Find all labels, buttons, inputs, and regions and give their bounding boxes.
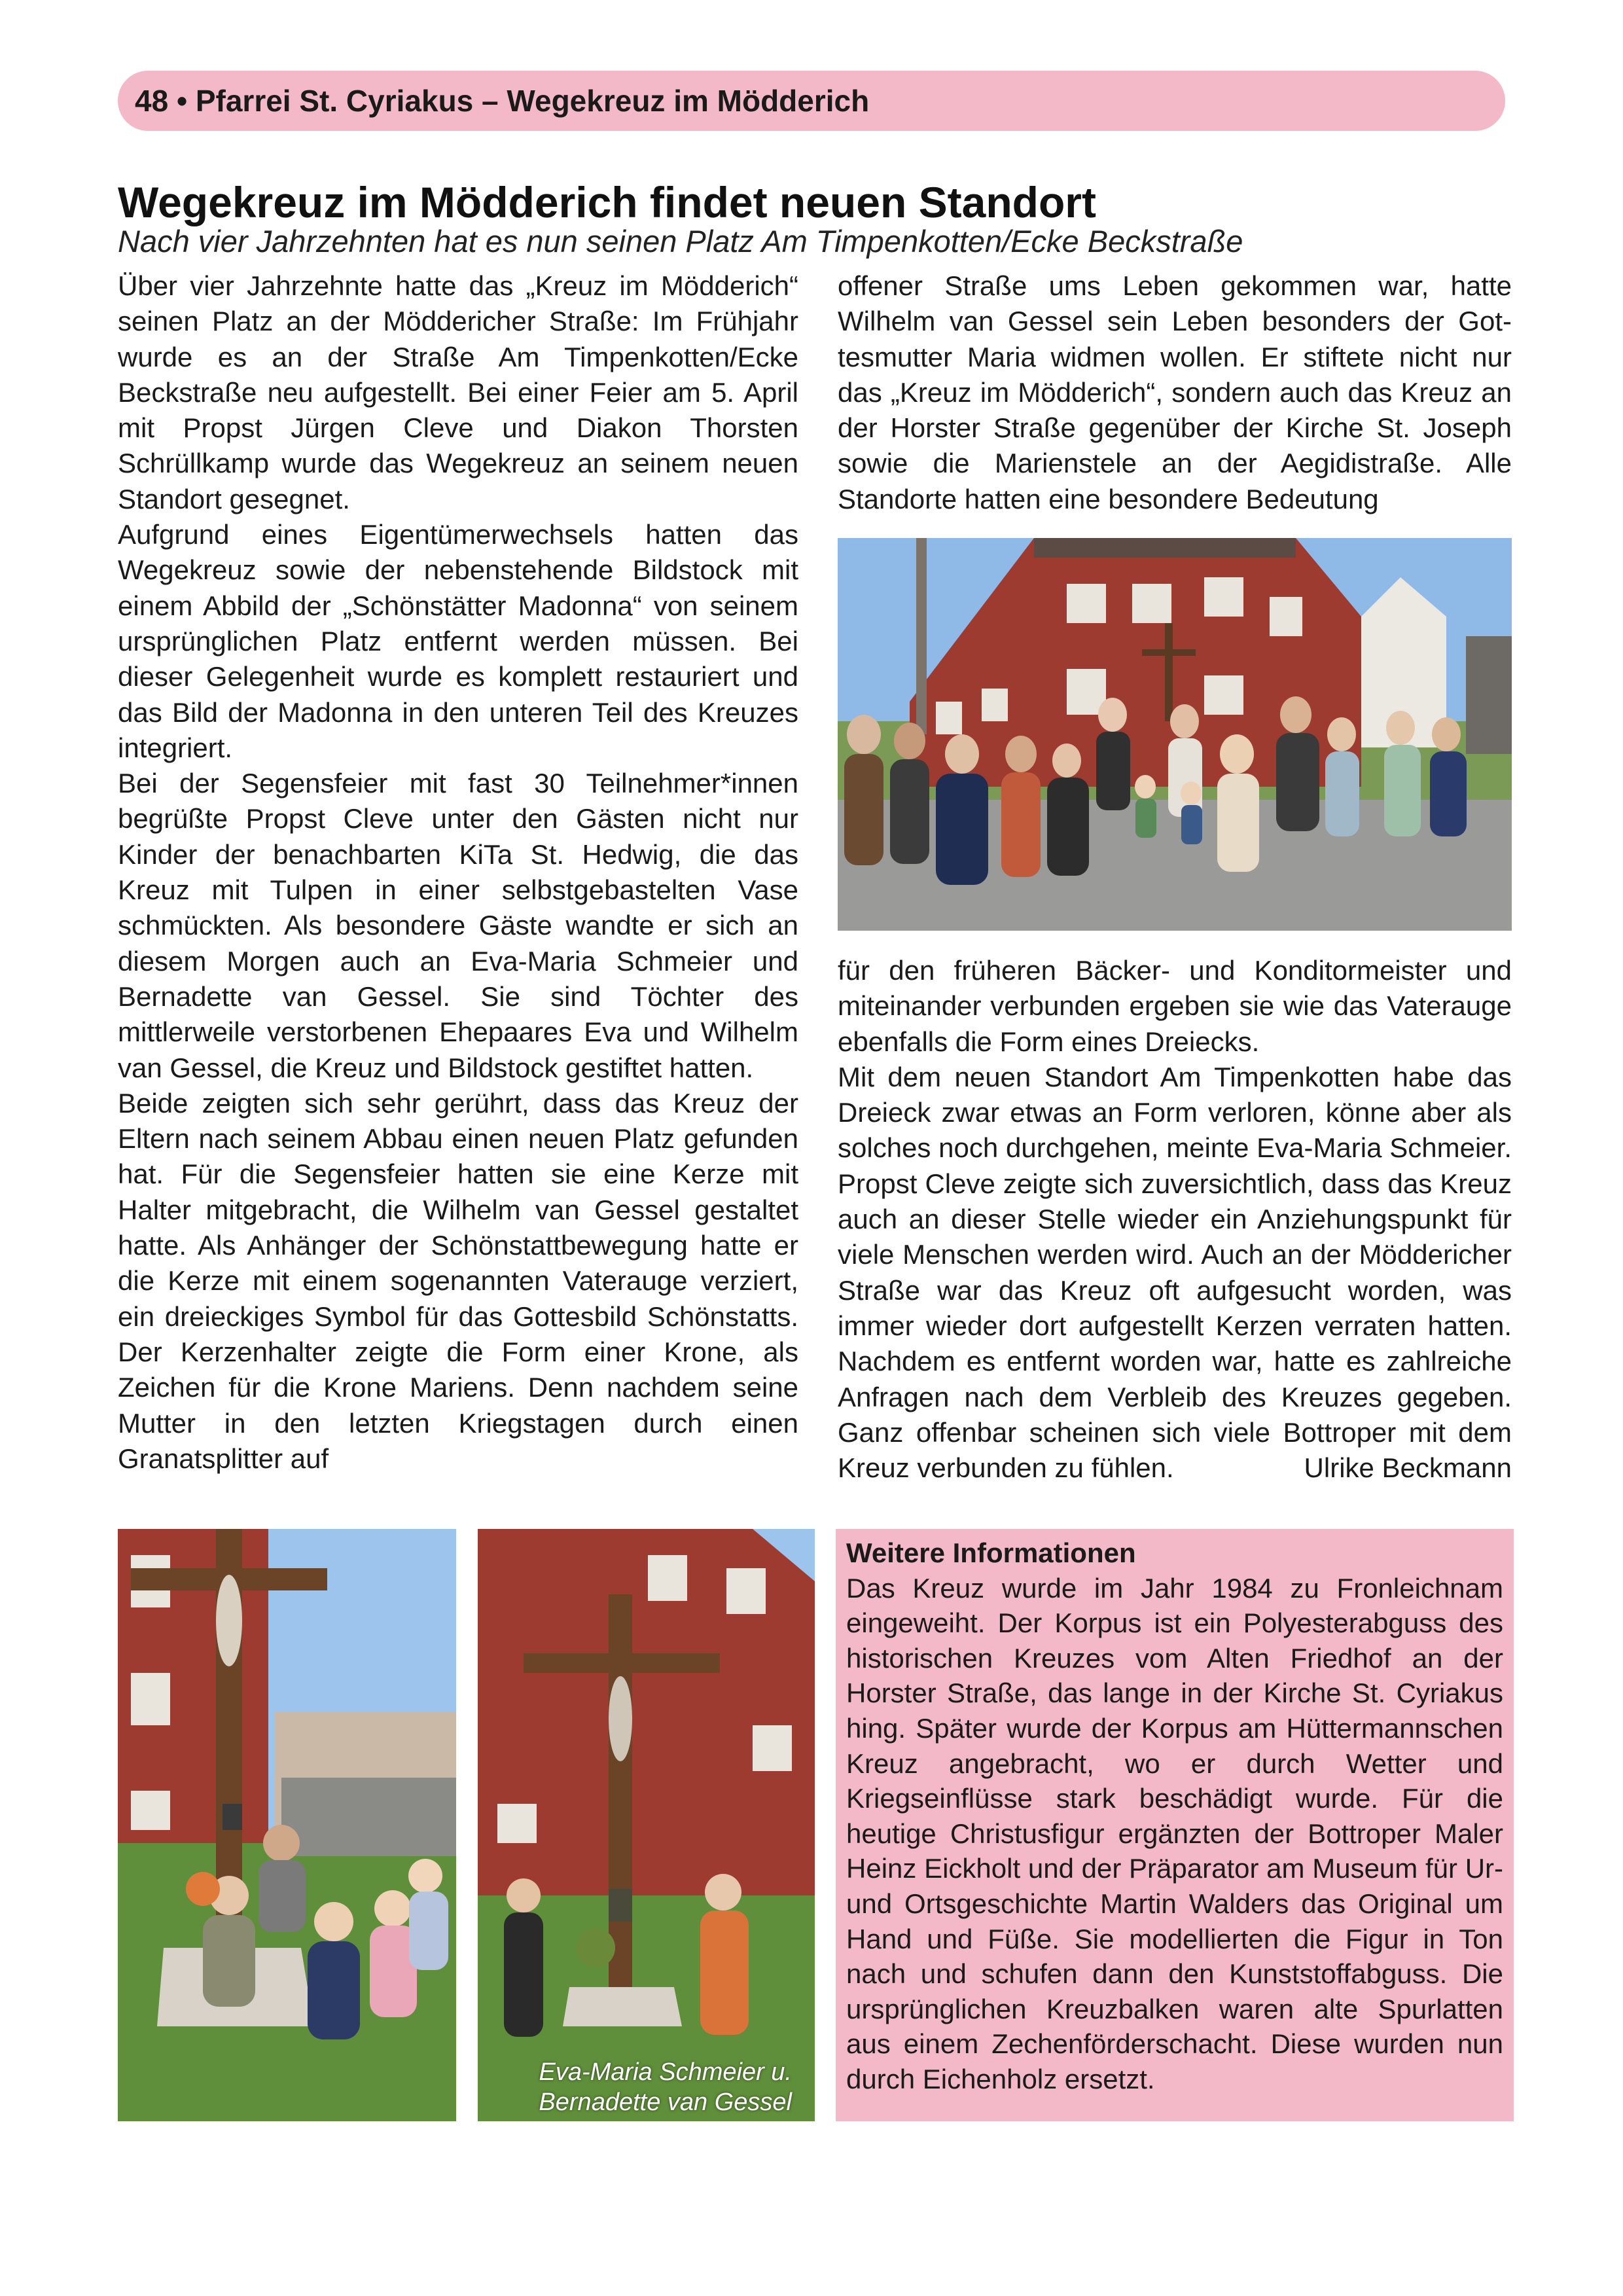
- photo-caption-line: Eva-Maria Schmeier u.: [539, 2058, 792, 2086]
- article-paragraph: offener Straße ums Leben gekommen war, hatte Wilhelm van Gessel sein Leben besonders der Gottesmutter Maria widmen wollen. Er stiftete nicht nur das „Kreuz im Mödderich“, sondern auch das Kreuz an der Horster Straße gegenüber der Kirche St. Joseph sowie die Marienstele an der Aegidistraße. Alle Standorte hatten eine besondere Bedeutung: [838, 270, 1512, 514]
- article-paragraph: [838, 1060, 1512, 1486]
- article-column-left: [118, 268, 798, 1532]
- article-column-right-top: [838, 268, 1512, 530]
- info-box-title: Weitere Informationen: [846, 1537, 1136, 1568]
- article-paragraph: Aufgrund eines Eigentümerwechsels hatten das Wegekreuz sowie der nebenstehende Bildstock mit einem Abbild der „Schönstätter Madonna“ von seinem ursprünglichen Platz entfernt werden müssen. Bei dieser Gelegenheit wurde es komplett restauriert und das Bild der Madonna in den unteren Teil des Kreuzes integriert.: [118, 519, 798, 763]
- article-title: Wegekreuz im Mödderich findet neuen Standort: [118, 178, 1096, 226]
- page-header-bar: [118, 71, 1505, 131]
- cross-with-children-photo: [118, 1529, 456, 2121]
- article-paragraph: Über vier Jahrzehnte hatte das „Kreuz im Mödderich“ seinen Platz an der Möddericher Straße: Im Frühjahr wurde es an der Straße Am Timpenkotten/Ecke Beckstraße neu aufgestellt. Bei einer Feier am 5. April mit Propst Jürgen Cleve und Diakon Thorsten Schrüllkamp wurde das Wegekreuz an seinem neuen Standort gesegnet.: [118, 270, 798, 514]
- photo-caption-line: Bernadette van Gessel: [539, 2089, 792, 2116]
- photo-caption: [478, 2057, 792, 2117]
- article-subtitle: Nach vier Jahrzehnten hat es nun seinen Platz Am Timpenkotten/Ecke Beckstraße: [118, 224, 1243, 259]
- info-box: [836, 1529, 1514, 2121]
- author-name: Ulrike Beckmann: [1304, 1452, 1512, 1484]
- article-paragraph: Bei der Segensfeier mit fast 30 Teilnehmer*innen begrüßte Propst Cleve unter den Gästen nicht nur Kinder der benachbarten KiTa St. Hedwig, die das Kreuz mit Tulpen in einer selbstgebastelten Vase schmückten. Als besondere Gäste wandte er sich an diesem Morgen auch an Eva-Maria Schmeier und Bernadette van Gessel. Sie sind Töchter des mittlerweile verstorbenen Ehepaares Eva und Wilhelm van Gessel, die Kreuz und Bildstock gestiftet hatten.: [118, 768, 798, 1083]
- page-header-text: 48 • Pfarrei St. Cyriakus – Wegekreuz im Mödderich: [135, 84, 870, 118]
- info-box-text: Das Kreuz wurde im Jahr 1984 zu Fronleichnam eingeweiht. Der Korpus ist ein Polyesterabguss des historischen Kreuzes vom Alten Friedhof an der Horster Straße, das lange in der Kirche St. Cyriakus hing. Später wurde der Korpus am Hüttermannschen Kreuz angebracht, wo er durch Wetter und Kriegseinflüsse stark beschädigt wurde. Für die heutige Christusfigur ergänzten der Bottroper Maler Heinz Eickholt und der Präparator am Museum für Ur- und Ortsgeschichte Martin Walders das Original um Hand und Füße. Sie modellierten die Figur in Ton nach und schufen dann den Kunststoffabguss. Die ursprünglichen Kreuzbalken waren alte Spurlatten aus einem Zechenförderschacht. Diese wurden nun durch Eichenholz ersetzt.: [846, 1572, 1503, 2094]
- article-paragraph: Beide zeigten sich sehr gerührt, dass das Kreuz der Eltern nach seinem Abbau einen neuen Platz gefunden hat. Für die Segensfeier hatten sie eine Kerze mit Halter mitgebracht, die Wilhelm van Gessel gestaltet hatte. Als Anhänger der Schönstattbewegung hatte er die Kerze mit einem sogenannten Vaterauge verziert, ein dreieckiges Symbol für das Gottesbild Schönstatts. Der Kerzenhalter zeigte die Form einer Krone, als Zeichen für die Krone Mariens. Denn nachdem seine Mutter in den letzten Kriegstagen durch einen Granatsplitter auf: [118, 1087, 798, 1474]
- article-column-right-bottom: [838, 953, 1512, 1529]
- article-paragraph-text: Mit dem neuen Standort Am Timpenkotten habe das Dreieck zwar etwas an Form verloren, könne aber als solches noch durchgehen, meinte Eva-Maria Schmeier. Propst Cleve zeigte sich zuversichtlich, dass das Kreuz auch an dieser Stelle wieder ein Anziehungspunkt für viele Menschen werden wird. Auch an der Möddericher Straße war das Kreuz oft aufgesucht worden, was immer wieder dort aufgestellt Kerzen verraten hatten. Nachdem es entfernt worden war, hatte es zahlreiche Anfragen nach dem Verbleib des Kreuzes gegeben. Ganz offenbar scheinen sich viele Bottroper mit dem Kreuz verbunden zu fühlen.: [838, 1061, 1512, 1484]
- cross-with-two-women-photo: [478, 1529, 815, 2121]
- group-photo: [838, 538, 1512, 931]
- article-paragraph: für den früheren Bäcker- und Konditormeister und miteinander verbunden ergeben sie wie das Vaterauge ebenfalls die Form eines Dreiecks.: [838, 955, 1512, 1057]
